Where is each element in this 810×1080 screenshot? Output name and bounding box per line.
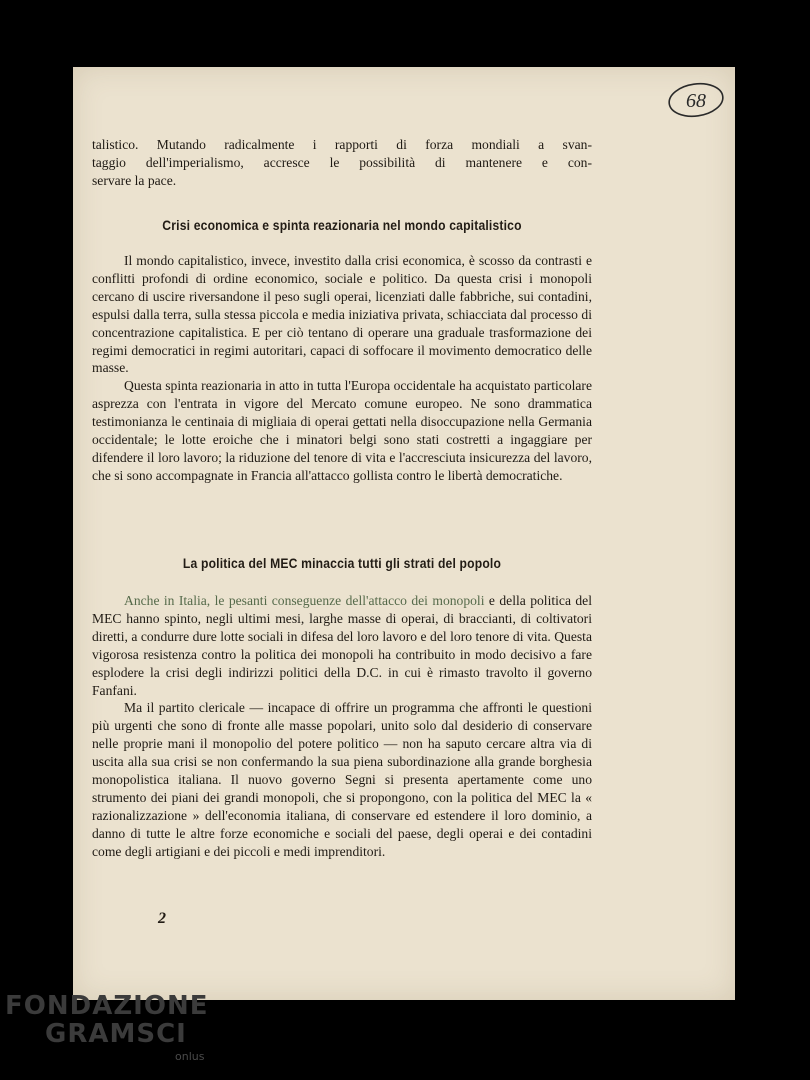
logo-line-2: GRAMSCI [45,1019,187,1049]
paragraph: Il mondo capitalistico, invece, investito dalla crisi economica, è scosso da contrasti e conflitti profondi di ordine economico, sociale e politico. Da questa crisi i monopoli cercano di uscire riversandone il peso sugli operai, licenziati dalle fabbriche, sui contadini, espulsi dalla terra, sulla stessa piccola e media iniziativa privata, schiacciata dal processo di concentrazione capitalistica. E per ciò tentano di operare una graduale trasformazione dei regimi democratici in regimi autoritari, capaci di soffocare il movimento democratico delle masse. [92,253,592,376]
highlighted-text: Anche in Italia, le pesanti conseguenze dell'attacco dei monopoli [124,593,485,608]
logo-line-3: onlus [175,1050,205,1063]
paragraph-text: e della politica del MEC hanno spinto, negli ultimi mesi, larghe masse di operai, di braccianti, di coltivatori diretti, a condurre dure lotte sociali in difesa del loro lavoro e del loro tenore di vita. Questa vigorosa resistenza contro la politica dei monopoli ha contribuito in modo decisivo a fare esplodere la crisi degli indirizzi politici della D.C. in cui è rimasto travolto il governo Fanfani. [92,593,592,698]
text-line: taggio dell'imperialismo, accresce le possibilità di mantenere e con- [92,154,592,170]
intro-paragraph [92,136,592,190]
watermark-logo [5,991,209,1063]
page-number: 2 [158,910,166,927]
text-line: talistico. Mutando radicalmente i rapporti di forza mondiali a svan- [92,137,592,152]
section-heading-mec: La politica del MEC minaccia tutti gli strati del popolo [182,556,502,571]
handwritten-page-mark [665,78,727,122]
section-heading-crisis: Crisi economica e spinta reazionaria nel mondo capitalistico [162,218,522,233]
mec-section [92,592,592,861]
paragraph: Ma il partito clericale — incapace di offrire un programma che affronti le questioni più urgenti che sono di fronte alle masse popolari, unito solo dal desiderio di conservare nelle proprie mani il monopolio del potere politico — non ha saputo cercare altra via di uscita alla sua crisi se non confermando la sua piena subordinazione alla grande borghesia monopolistica italiana. Il nuovo governo Segni si presenta apertamente come uno strumento dei piani dei grandi monopoli, che si propongono, con la politica del MEC la « razionalizzazione » dell'economia italiana, di conservare ed estendere il loro dominio, a danno di tutte le altre forze economiche e sociali del paese, degli operai e dei contadini come degli artigiani e dei piccoli e medi imprenditori. [92,700,592,859]
paragraph [92,592,592,699]
page-mark-number: 68 [686,90,706,112]
paragraph: Questa spinta reazionaria in atto in tutta l'Europa occidentale ha acquistato particolare asprezza con l'entrata in vigore del Mercato comune europeo. Ne sono drammatica testimonianza le centinaia di migliaia di operai gettati nella disoccupazione nella Germania occidentale; le lotte eroiche che i minatori belgi sono stati costretti a ingaggiare per difendere il loro lavoro; la riduzione del tenore di vita e l'accresciuta insicurezza del lavoro, che si sono accompagnate in Francia all'attacco gollista contro le libertà democratiche. [92,378,592,483]
logo-line-1: FONDAZIONE [5,991,209,1021]
crisis-section [92,252,592,485]
text-line: servare la pace. [92,172,177,188]
